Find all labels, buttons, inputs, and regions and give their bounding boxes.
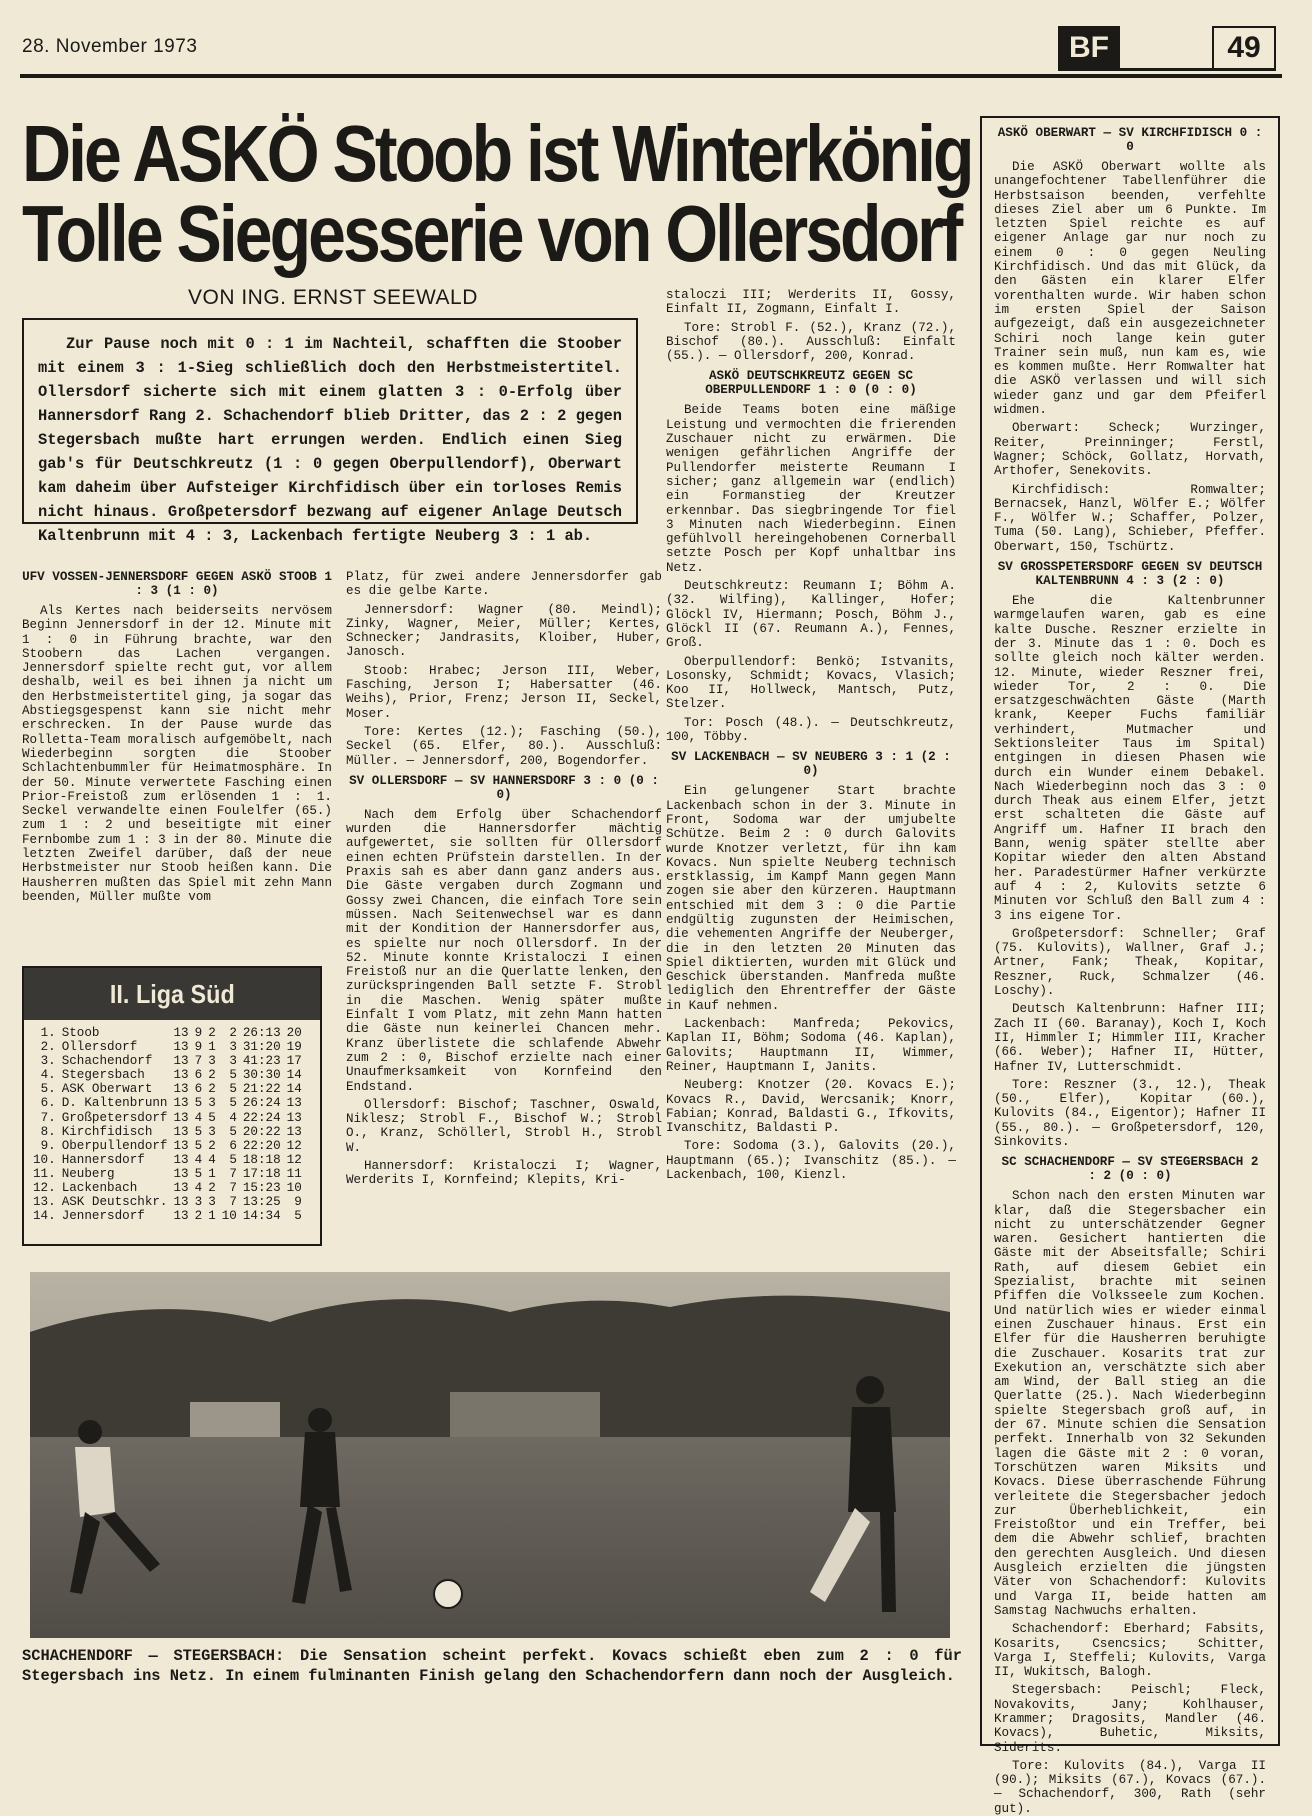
- table-cell-tore: 14:34: [242, 1209, 281, 1224]
- byline: VON ING. ERNST SEEWALD: [188, 286, 478, 309]
- table-cell-n: 6: [229, 1138, 237, 1153]
- table-cell-pkt: 12: [286, 1152, 302, 1167]
- table-cell-s: 4: [194, 1152, 203, 1167]
- column-3: [666, 288, 956, 1186]
- table-cell-u: 2: [208, 1026, 216, 1040]
- table-cell-team: Lackenbach: [61, 1181, 138, 1196]
- table-cell-n: 10: [221, 1209, 237, 1224]
- table-cell-sp: 13: [173, 1181, 189, 1196]
- table-cell-pkt: 14: [286, 1082, 302, 1097]
- table-cell-s: 7: [194, 1054, 203, 1069]
- table-cell-s: 4: [194, 1110, 203, 1125]
- table-cell-tore: 41:23: [242, 1054, 281, 1069]
- table-cell-n: 3: [229, 1054, 237, 1069]
- table-row: [30, 1209, 305, 1223]
- lineup-kirchfidisch: Kirchfidisch: Romwalter; Bernacsek, Hanzl, Wölfer E.; Wölfer F., Wölfer W.; Schaffer, Polzer, Tuma (50. Lang), Schieber, Pfeffer. Oberwart, 150, Tschürtz.: [994, 482, 1266, 554]
- table-cell-sp: 13: [173, 1166, 189, 1181]
- lineup-oberwart: Oberwart: Scheck; Wurzinger, Reiter, Preinninger; Ferstl, Wagner; Schöck, Gollatz, Horvath, Arthofer, Senekovits.: [994, 421, 1266, 479]
- table-cell-pos: 3.: [40, 1054, 56, 1069]
- report-continuation: Platz, für zwei andere Jennersdorfer gab es die gelbe Karte.: [346, 570, 662, 599]
- league-table-title: II. Liga Süd: [24, 968, 320, 1020]
- table-row: [30, 1068, 305, 1082]
- table-cell-pkt: 11: [286, 1166, 302, 1181]
- table-cell-u: 5: [208, 1110, 216, 1125]
- table-cell-n: 4: [229, 1110, 237, 1125]
- table-cell-n: 5: [229, 1082, 237, 1097]
- lineup-deutschkreutz: Deutschkreutz: Reumann I; Böhm A. (32. Wilfing), Kallinger, Hofer; Glöckl IV, Hiermann; Posch, Böhm J., Glöckl II (67. Reumann A.), Fennes, Groß.: [666, 579, 956, 651]
- table-cell-pos: 9.: [40, 1138, 56, 1153]
- table-cell-sp: 13: [173, 1096, 189, 1111]
- table-row: [30, 1125, 305, 1139]
- table-row: [30, 1195, 305, 1209]
- lineup-hannersdorf-continued: staloczi III; Werderits II, Gossy, Einfalt II, Zogmann, Einfalt I.: [666, 288, 956, 317]
- table-row: [30, 1040, 305, 1054]
- table-cell-team: Jennersdorf: [61, 1209, 145, 1224]
- table-cell-tore: 15:23: [242, 1181, 281, 1196]
- table-cell-pos: 13.: [33, 1195, 56, 1210]
- table-cell-pkt: 10: [286, 1181, 302, 1196]
- match-report-oberwart: Die ASKÖ Oberwart wollte als unangefochtener Tabellenführer die Herbstsaison beenden, verfehlte dieses Ziel aber um 6 Punkte. Im letzten Spiel reichte es auf eigener Anlage gar nur noch zu einem 0 : 0 gegen Neuling Kirchfidisch. Und das mit Glück, da den Gästen ein klarer Elfer vorenthalten wurde. Wir haben schon im ersten Spiel der Saison aufgezeigt, daß ein ausgezeichneter Schiri noch lange kein guter Trainer sein muß, nun kam es, wie es kommen mußte. Herr Romwalter hat die ASKÖ verlassen und will sich wieder ganz und gar dem Pfeiferl widmen.: [994, 160, 1266, 418]
- table-cell-s: 2: [194, 1209, 203, 1224]
- table-cell-tore: 22:20: [242, 1138, 281, 1153]
- table-cell-pos: 8.: [40, 1124, 56, 1139]
- section-label: BF: [1058, 26, 1120, 70]
- table-cell-n: 3: [229, 1040, 237, 1055]
- table-row: [30, 1111, 305, 1125]
- lineup-lackenbach: Lackenbach: Manfreda; Pekovics, Kaplan II, Böhm; Sodoma (46. Kaplan), Galovits; Hauptmann II, Wimmer, Reiner, Hauptmann I, Janits.: [666, 1017, 956, 1074]
- match-heading-lackenbach-neuberg: SV LACKENBACH — SV NEUBERG 3 : 1 (2 : 0): [671, 750, 951, 779]
- match-heading-jennersdorf-stoob: UFV VOSSEN-JENNERSDORF GEGEN ASKÖ STOOB 1 : 3 (1 : 0): [22, 570, 332, 598]
- match-heading-grosspetersdorf-kaltenbrunn: SV GROSSPETERSDORF GEGEN SV DEUTSCH KALTENBRUNN 4 : 3 (2 : 0): [997, 560, 1263, 589]
- table-cell-pkt: 14: [286, 1068, 302, 1083]
- table-cell-pkt: 13: [286, 1124, 302, 1139]
- goals-jennersdorf-stoob: Tore: Kertes (12.); Fasching (50.), Seckel (65. Elfer, 80.). Ausschluß: Müller. — Jennersdorf, 200, Bogendorfer.: [346, 724, 662, 768]
- table-cell-s: 5: [194, 1138, 203, 1153]
- lineup-oberpullendorf: Oberpullendorf: Benkö; Istvanits, Losonsky, Schmidt; Kovacs, Vlasich; Koo II, Hollweck, Mantsch, Putz, Stelzer.: [666, 654, 956, 712]
- table-cell-u: 3: [208, 1054, 216, 1069]
- table-cell-pos: 5.: [40, 1082, 56, 1097]
- table-cell-sp: 13: [173, 1138, 189, 1153]
- table-cell-u: 2: [208, 1082, 216, 1097]
- table-cell-pkt: 12: [286, 1138, 302, 1153]
- goals-lackenbach: Tore: Sodoma (3.), Galovits (20.), Hauptmann (65.); Ivanschitz (85.). — Lackenbach, 100, Kienzl.: [666, 1139, 956, 1183]
- lineup-stoob: Stoob: Hrabec; Jerson III, Weber, Fasching, Jerson I; Habersatter (46. Weihs), Prior, Frenz; Jerson II, Seckel, Moser.: [346, 663, 662, 721]
- lead-paragraph: Zur Pause noch mit 0 : 1 im Nachteil, schafften die Stoober mit einem 3 : 1-Sieg schließlich doch den Herbstmeistertitel. Ollersdorf sicherte sich mit einem glatten 3 : 0-Erfolg über Hannersdorf Rang 2. Schachendorf blieb Dritter, das 2 : 2 gegen Stegersbach mußte hart errungen werden. Endlich einen Sieg gab's für Deutschkreutz (1 : 0 gegen Oberpullendorf), Oberwart kam daheim über Aufsteiger Kirchfidisch über ein torloses Remis nicht hinaus. Großpetersdorf bezwang auf eigener Anlage Deutsch Kaltenbrunn mit 4 : 3, Lackenbach fertigte Neuberg 3 : 1 ab.: [22, 318, 638, 524]
- table-cell-sp: 13: [173, 1152, 189, 1167]
- table-cell-team: Hannersdorf: [61, 1152, 145, 1167]
- photo-ball: [434, 1580, 462, 1608]
- table-row: [30, 1153, 305, 1167]
- match-report-ollersdorf-hannersdorf: Nach dem Erfolg über Schachendorf wurden die Hannersdorfer mächtig aufgewertet, sie sollten für Ollersdorf einen echten Prüfstein darstellen. In der Praxis sah es aber dann ganz anders aus. Die Gäste vergaben durch Zogmann und Gossy zwei Chancen, die einfach Tore sein müssen. Nach Seitenwechsel war es dann mit der Kondition der Hannersdorfer aus, es spielte nur noch Ollersdorf. In der 52. Minute konnte Kristaloczi I einen Freistoß nur an die Querlatte lenken, den zurückspringenden Ball setzte F. Strobl in die Maschen. Wenig später mußte Einfalt I vom Platz, mit zehn Mann hatten die Gäste nun keinerlei Chancen mehr. Kranz überlistete die schlafende Abwehr zum 2 : 0, Bischof erzielte nach einer Unaufmerksamkeit von Kornfeind den Endstand.: [346, 807, 662, 1094]
- table-cell-team: Schachendorf: [61, 1054, 153, 1069]
- table-cell-u: 1: [208, 1166, 216, 1181]
- table-cell-team: Stoob: [61, 1026, 100, 1040]
- table-cell-sp: 13: [173, 1209, 189, 1224]
- league-standings: [30, 1026, 305, 1223]
- table-cell-s: 5: [194, 1096, 203, 1111]
- header-rule-short: [1058, 68, 1276, 71]
- table-cell-pkt: 17: [286, 1054, 302, 1069]
- table-cell-pkt: 19: [286, 1040, 302, 1055]
- goals-grosspetersdorf: Tore: Reszner (3., 12.), Theak (50., Elfer), Kopitar (60.), Kulovits (84., Eigentor); Hafner II (55., 80.). — Großpetersdorf, 120, Sinkovits.: [994, 1077, 1266, 1149]
- column-2: [346, 570, 662, 1192]
- table-cell-sp: 13: [173, 1054, 189, 1069]
- table-cell-s: 3: [194, 1195, 203, 1210]
- table-row: [30, 1139, 305, 1153]
- goals-schachendorf: Tore: Kulovits (84.), Varga II (90.); Miksits (67.), Kovacs (67.). — Schachendorf, 300, Rath (sehr gut).: [994, 1758, 1266, 1816]
- table-cell-team: D. Kaltenbrunn: [61, 1096, 168, 1111]
- photo-building: [450, 1392, 600, 1442]
- headline-main: Die ASKÖ Stoob ist Winterkönig: [22, 109, 972, 199]
- table-row: [30, 1026, 305, 1040]
- photo-field: [30, 1437, 950, 1638]
- table-cell-sp: 13: [173, 1082, 189, 1097]
- match-report-deutschkreutz: Beide Teams boten eine mäßige Leistung und vermochten die frierenden Zuschauer nicht zu erwärmen. Die wenigen gefährlichen Angriffe der Pullendorfer meisterte Reumann I sicher; ganz allgemein war (endlich) ein Formanstieg der Kreutzer erkennbar. Das siegbringende Tor fiel 3 Minuten nach Wiederbeginn. Einen gefühlvoll hereingehobenen Cornerball setzte Posch per Kopf unhaltbar ins Netz.: [666, 403, 956, 575]
- table-cell-u: 3: [208, 1096, 216, 1111]
- match-heading-oberwart-kirchfidisch: ASKÖ OBERWART — SV KIRCHFIDISCH 0 : 0: [997, 126, 1263, 154]
- table-cell-team: Ollersdorf: [61, 1040, 138, 1055]
- table-cell-u: 2: [208, 1138, 216, 1153]
- table-cell-pkt: 5: [294, 1209, 302, 1224]
- table-cell-n: 5: [229, 1068, 237, 1083]
- table-cell-n: 5: [229, 1124, 237, 1139]
- table-cell-team: Neuberg: [61, 1166, 115, 1181]
- table-cell-s: 9: [194, 1040, 203, 1055]
- table-cell-pos: 14.: [33, 1209, 56, 1224]
- table-cell-s: 5: [194, 1166, 203, 1181]
- table-cell-pkt: 20: [286, 1026, 302, 1040]
- table-cell-n: 5: [229, 1096, 237, 1111]
- table-cell-pos: 2.: [40, 1040, 56, 1055]
- table-cell-tore: 21:22: [242, 1082, 281, 1097]
- goals-ollersdorf-hannersdorf: Tore: Strobl F. (52.), Kranz (72.), Bischof (80.). Ausschluß: Einfalt (55.). — Ollersdorf, 200, Konrad.: [666, 320, 956, 364]
- table-cell-s: 5: [194, 1124, 203, 1139]
- table-cell-n: 7: [229, 1181, 237, 1196]
- table-cell-sp: 13: [173, 1068, 189, 1083]
- match-photo: [30, 1272, 950, 1638]
- table-cell-pos: 6.: [40, 1096, 56, 1111]
- table-row: [30, 1082, 305, 1096]
- table-cell-tore: 20:22: [242, 1124, 281, 1139]
- table-cell-tore: 30:30: [242, 1068, 281, 1083]
- column-1: [22, 570, 332, 908]
- lineup-stegersbach: Stegersbach: Peischl; Fleck, Novakovits, Jany; Kohlhauser, Krammer; Dragosits, Mandler (46. Kovacs), Buhetic, Miksits, Siderits.: [994, 1683, 1266, 1755]
- table-cell-u: 1: [208, 1040, 216, 1055]
- table-cell-tore: 18:18: [242, 1152, 281, 1167]
- table-cell-sp: 13: [173, 1124, 189, 1139]
- league-table: [22, 966, 322, 1246]
- table-cell-team: Oberpullendorf: [61, 1138, 168, 1153]
- table-cell-team: ASK Oberwart: [61, 1082, 153, 1097]
- lineup-kaltenbrunn: Deutsch Kaltenbrunn: Hafner III; Zach II (60. Baranay), Koch I, Koch II, Himmler I; Himmler III, Kracher (66. Weber); Hafner II, Hütter, Hafner IV, Lutterschmidt.: [994, 1002, 1266, 1074]
- lineup-hannersdorf: Hannersdorf: Kristaloczi I; Wagner, Werderits I, Kornfeind; Klepits, Kri-: [346, 1158, 662, 1188]
- table-cell-pkt: 9: [294, 1195, 302, 1210]
- table-cell-tore: 26:13: [242, 1026, 281, 1040]
- lineup-jennersdorf: Jennersdorf: Wagner (80. Meindl); Zinky, Wagner, Meier, Müller; Kertes, Schnecker; Jandrasits, Kloiber, Huber, Janosch.: [346, 602, 662, 660]
- match-heading-deutschkreutz-oberpullendorf: ASKÖ DEUTSCHKREUTZ GEGEN SC OBERPULLENDORF 1 : 0 (0 : 0): [705, 369, 917, 398]
- table-cell-team: Kirchfidisch: [61, 1124, 153, 1139]
- headline-sub: Tolle Siegesserie von Ollersdorf: [22, 189, 961, 279]
- table-cell-team: Großpetersdorf: [61, 1110, 168, 1125]
- table-cell-sp: 13: [173, 1195, 189, 1210]
- match-report-grosspetersdorf: Ehe die Kaltenbrunner warmgelaufen waren, gab es eine kalte Dusche. Reszner erzielte in der 3. Minute das 1 : 0. Doch es sollte gleich noch kälter werden. 12. Minute, wieder Reszner frei, wieder Tor, 2 : 0. Die ersatzgeschwächten Gäste (Marth krank, Keeper Fuchs familiär verhindert, Mutmacher und Sektionsleiter Taus im Spital) entgingen in diesen Phasen wie durch ein Wunder einem Debakel. Nach Wiederbeginn noch das 3 : 0 durch Theak aus einem Elfer, jetzt erst schalteten die Gäste auf Angriff um. Hafner II brach den Bann, wenig später stellte aber Kopitar wieder den alten Abstand her. Paradestürmer Hafner verkürzte auf 4 : 2, Kulovits setzte 6 Minuten vor Schluß den Ball zum 4 : 3 ins eigene Tor.: [994, 594, 1266, 923]
- lineup-grosspetersdorf: Großpetersdorf: Schneller; Graf (75. Kulovits), Wallner, Graf J.; Artner, Fank; Theak, Kopitar, Reszner, Ruck, Schmalzer (46. Loschy).: [994, 926, 1266, 999]
- table-cell-tore: 26:24: [242, 1096, 281, 1111]
- table-cell-n: 7: [229, 1195, 237, 1210]
- table-cell-u: 4: [208, 1152, 216, 1167]
- table-cell-team: ASK Deutschkr.: [61, 1195, 168, 1210]
- table-row: [30, 1167, 305, 1181]
- table-cell-pos: 1.: [40, 1026, 56, 1040]
- table-cell-n: 2: [229, 1026, 237, 1040]
- table-cell-sp: 13: [173, 1110, 189, 1125]
- table-cell-pos: 4.: [40, 1068, 56, 1083]
- table-cell-u: 3: [208, 1195, 216, 1210]
- table-cell-pos: 7.: [40, 1110, 56, 1125]
- table-cell-s: 4: [194, 1181, 203, 1196]
- table-cell-pos: 12.: [33, 1181, 56, 1196]
- table-cell-n: 7: [229, 1166, 237, 1181]
- goals-deutschkreutz: Tor: Posch (48.). — Deutschkreutz, 100, Többy.: [666, 715, 956, 745]
- table-cell-tore: 17:18: [242, 1166, 281, 1181]
- table-cell-u: 2: [208, 1181, 216, 1196]
- lineup-ollersdorf: Ollersdorf: Bischof; Taschner, Oswald, Niklesz; Strobl F., Bischof W.; Strobl O., Kranz, Schöllerl, Strobl H., Strobl W.: [346, 1097, 662, 1155]
- table-cell-s: 6: [194, 1082, 203, 1097]
- lineup-schachendorf: Schachendorf: Eberhard; Fabsits, Kosarits, Csencsics; Schitter, Varga I, Steffeli; Kulovits, Varga II, Wukitsch, Balogh.: [994, 1622, 1266, 1680]
- table-cell-pos: 10.: [33, 1152, 56, 1167]
- table-cell-u: 3: [208, 1124, 216, 1139]
- lineup-neuberg: Neuberg: Knotzer (20. Kovacs E.); Kovacs R., David, Wercsanik; Knorr, Fabian; Konrad, Baldasti G., Ifkovits, Ivanschitz, Baldasti P.: [666, 1078, 956, 1136]
- table-cell-u: 1: [208, 1209, 216, 1224]
- match-heading-ollersdorf-hannersdorf: SV OLLERSDORF — SV HANNERSDORF 3 : 0 (0 : 0): [349, 773, 659, 802]
- table-cell-pos: 11.: [33, 1166, 56, 1181]
- match-report-schachendorf: Schon nach den ersten Minuten war klar, daß die Stegersbacher ein nicht zu unterschätzender Gegner waren. Gesichert hantierten die Gäste mit der Abseitsfalle; Schiri Rath, auf diesem Gebiet ein Spezialist, brachte mit seinen Pfiffen die Volksseele zum Kochen. Und natürlich wies er wieder einmal einen Zuschauer hinaus. Erst ein Elfer für die Hausherren beruhigte die Zuschauer. Kosarits trat zur Exekution an, verschätzte sich aber am Wind, der Ball stieg an die Querlatte (25.). Nach Wiederbeginn spielte Stegersbach groß auf, in der 67. Minute schien die Sensation perfekt. Innerhalb von 32 Sekunden lagen die Gäste mit 2 : 0 voran, Torschützen waren Miksits und Kovacs. Diese überraschende Führung verleitete die Stegersbacher jedoch zur Überheblichkeit, ein Freistoßtor und ein Treffer, bei dem die Abwehr schlief, brachten den gerechten Ausgleich. Und diesen Ausgleich erzielten die jüngsten Väter von Schachendorf: Kulovits und Varga II, beide hatten am Samstag Nachwuchs erhalten.: [994, 1189, 1266, 1618]
- table-cell-pkt: 13: [286, 1110, 302, 1125]
- table-cell-tore: 13:25: [242, 1195, 281, 1210]
- match-report-jennersdorf-stoob: Als Kertes nach beiderseits nervösem Beginn Jennersdorf in der 12. Minute mit 1 : 0 in Führung brachte, war den Stoobern das Lachen vergangen. Jennersdorf spielte recht gut, vor allem deshalb, weil es bei ihnen ja nicht um den Herbstmeistertitel ging, ja sogar das Abstiegsgespenst kann sie nicht mehr erschrecken. In der Pause wurde das Rolletta-Team moralisch aufgemöbelt, nach Wiederbeginn sorgten die Stoober Schlachtenbummler für Heimatmosphäre. In der 50. Minute verwertete Fasching einen Prior-Freistoß zum erlösenden 1 : 1. Seckel verwandelte einen Foulelfer (65.) zum 1 : 2 und beseitigte mit einer Fernbombe zum 1 : 3 in der 80. Minute die letzten Zweifel darüber, daß der neue Herbstmeister nur Stoob heißen kann. Die Hausherren mußten das Spiel mit zehn Mann beenden, Müller mußte vom: [22, 604, 332, 904]
- table-cell-s: 9: [194, 1026, 203, 1040]
- page-number: 49: [1212, 26, 1276, 70]
- table-cell-sp: 13: [173, 1026, 189, 1040]
- table-row: [30, 1181, 305, 1195]
- table-cell-u: 2: [208, 1068, 216, 1083]
- table-cell-sp: 13: [173, 1040, 189, 1055]
- header-rule: [20, 74, 1282, 78]
- table-row: [30, 1096, 305, 1110]
- table-cell-n: 5: [229, 1152, 237, 1167]
- table-cell-team: Stegersbach: [61, 1068, 145, 1083]
- table-cell-pkt: 13: [286, 1096, 302, 1111]
- table-cell-s: 6: [194, 1068, 203, 1083]
- table-cell-tore: 31:20: [242, 1040, 281, 1055]
- match-heading-schachendorf-stegersbach: SC SCHACHENDORF — SV STEGERSBACH 2 : 2 (0 : 0): [1001, 1155, 1259, 1184]
- table-cell-tore: 22:24: [242, 1110, 281, 1125]
- table-row: [30, 1054, 305, 1068]
- right-column-box: [980, 116, 1280, 1816]
- photo-caption: SCHACHENDORF — STEGERSBACH: Die Sensation scheint perfekt. Kovacs schießt eben zum 2 : 0 für Stegersbach ins Netz. In einem fulminanten Finish gelang den Schachendorfern dann noch der Ausgleich.: [22, 1647, 962, 1685]
- match-report-lackenbach: Ein gelungener Start brachte Lackenbach schon in der 3. Minute in Front, Sodoma war der umjubelte Schütze. Beim 2 : 0 durch Galovits wurde Knotzer verletzt, für ihn kam Kovacs. Nun spielte Neuberg technisch erstklassig, im Kampf Mann gegen Mann zogen sie aber den kürzeren. Hauptmann entschied mit dem 3 : 0 die Partie endgültig zugunsten der Heimischen, die vehementen Angriffe der Neuberger, die in den letzten 20 Minuten das Spiel diktierten, wurden mit Glück und Geschick überstanden. Manfreda mußte lediglich den Ehrentreffer der Gäste in Kauf nehmen.: [666, 784, 956, 1013]
- issue-date: 28. November 1973: [22, 36, 198, 57]
